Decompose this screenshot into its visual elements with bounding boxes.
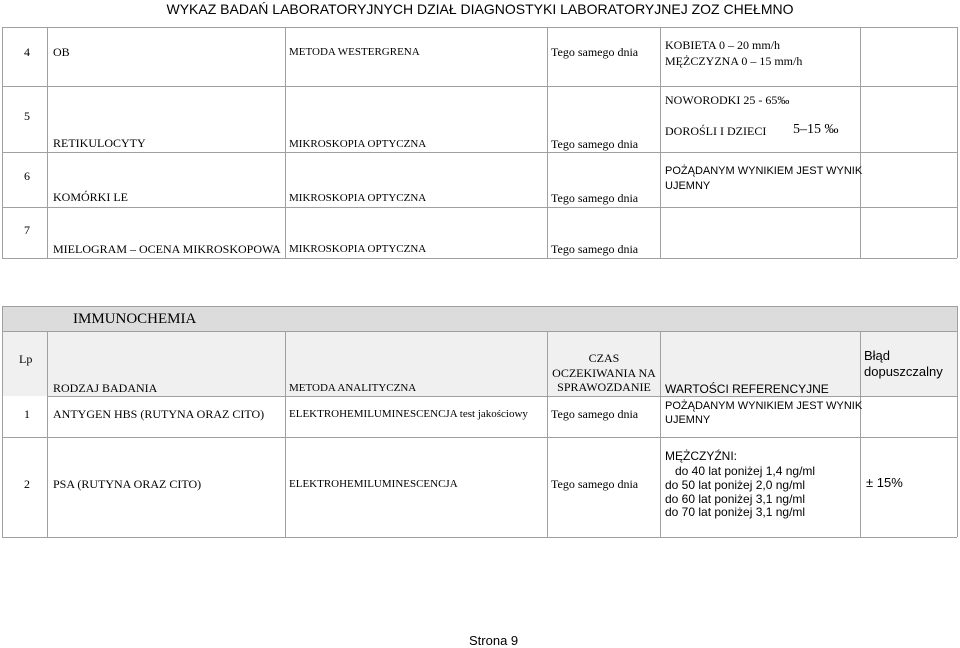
test-method: ELEKTROHEMILUMINESCENCJA: [289, 478, 458, 490]
test-name: KOMÓRKI LE: [53, 190, 128, 204]
row-number: 1: [24, 407, 30, 421]
reference-value: do 60 lat poniżej 3,1 ng/ml: [665, 492, 806, 506]
header-time: OCZEKIWANIA NA: [552, 366, 656, 380]
test-name: RETIKULOCYTY: [53, 136, 146, 150]
reference-value: KOBIETA 0 – 20 mm/h: [665, 38, 781, 52]
header-error: dopuszczalny: [864, 364, 943, 379]
reference-value: DOROŚLI I DZIECI: [665, 124, 767, 138]
turnaround-time: Tego samego dnia: [551, 242, 639, 256]
reference-value: POŻĄDANYM WYNIKIEM JEST WYNIK: [665, 400, 863, 412]
row-number: 2: [24, 477, 30, 491]
turnaround-time: Tego samego dnia: [551, 477, 639, 491]
reference-value: NOWORODKI 25 - 65‰: [665, 93, 790, 107]
row-number: 7: [24, 223, 30, 237]
header-time: CZAS: [588, 351, 620, 365]
test-method: ELEKTROHEMILUMINESCENCJA test jakościowy: [289, 408, 528, 420]
reference-value: UJEMNY: [665, 180, 711, 192]
header-test-name: RODZAJ BADANIA: [53, 381, 158, 395]
turnaround-time: Tego samego dnia: [551, 407, 639, 421]
header-error: Błąd: [864, 348, 891, 363]
reference-value: 5–15 ‰: [793, 122, 839, 137]
test-method: METODA WESTERGRENA: [289, 46, 420, 58]
row-number: 6: [24, 169, 30, 183]
allowed-error: ± 15%: [866, 475, 903, 490]
header-reference: WARTOŚCI REFERENCYJNE: [665, 382, 829, 396]
row-number: 5: [24, 109, 30, 123]
test-method: MIKROSKOPIA OPTYCZNA: [289, 243, 427, 255]
test-name: PSA (RUTYNA ORAZ CITO): [53, 477, 202, 491]
test-name: OB: [53, 45, 70, 59]
test-method: MIKROSKOPIA OPTYCZNA: [289, 192, 427, 204]
header-method: METODA ANALITYCZNA: [289, 382, 417, 394]
page-number: Strona 9: [469, 633, 519, 648]
header-lp: Lp: [19, 352, 33, 366]
reference-value: MĘŻCZYZNA 0 – 15 mm/h: [665, 54, 803, 68]
header-time: SPRAWOZDANIE: [557, 380, 651, 394]
turnaround-time: Tego samego dnia: [551, 191, 639, 205]
test-method: MIKROSKOPIA OPTYCZNA: [289, 138, 427, 150]
reference-value: MĘŻCZYŹNI:: [665, 449, 737, 463]
reference-value: do 40 lat poniżej 1,4 ng/ml: [675, 464, 816, 478]
test-name: MIELOGRAM – OCENA MIKROSKOPOWA: [53, 242, 281, 256]
reference-value: UJEMNY: [665, 414, 711, 426]
turnaround-time: Tego samego dnia: [551, 137, 639, 151]
reference-value: do 70 lat poniżej 3,1 ng/ml: [665, 505, 806, 519]
reference-value: POŻĄDANYM WYNIKIEM JEST WYNIK: [665, 165, 863, 177]
section-title: IMMUNOCHEMIA: [73, 311, 197, 327]
page-title: WYKAZ BADAŃ LABORATORYJNYCH DZIAŁ DIAGNOSTYKI LABORATORYJNEJ ZOZ CHEŁMNO: [166, 1, 794, 17]
row-number: 4: [24, 45, 30, 59]
turnaround-time: Tego samego dnia: [551, 45, 639, 59]
reference-value: do 50 lat poniżej 2,0 ng/ml: [665, 478, 806, 492]
test-name: ANTYGEN HBS (RUTYNA ORAZ CITO): [53, 407, 265, 421]
